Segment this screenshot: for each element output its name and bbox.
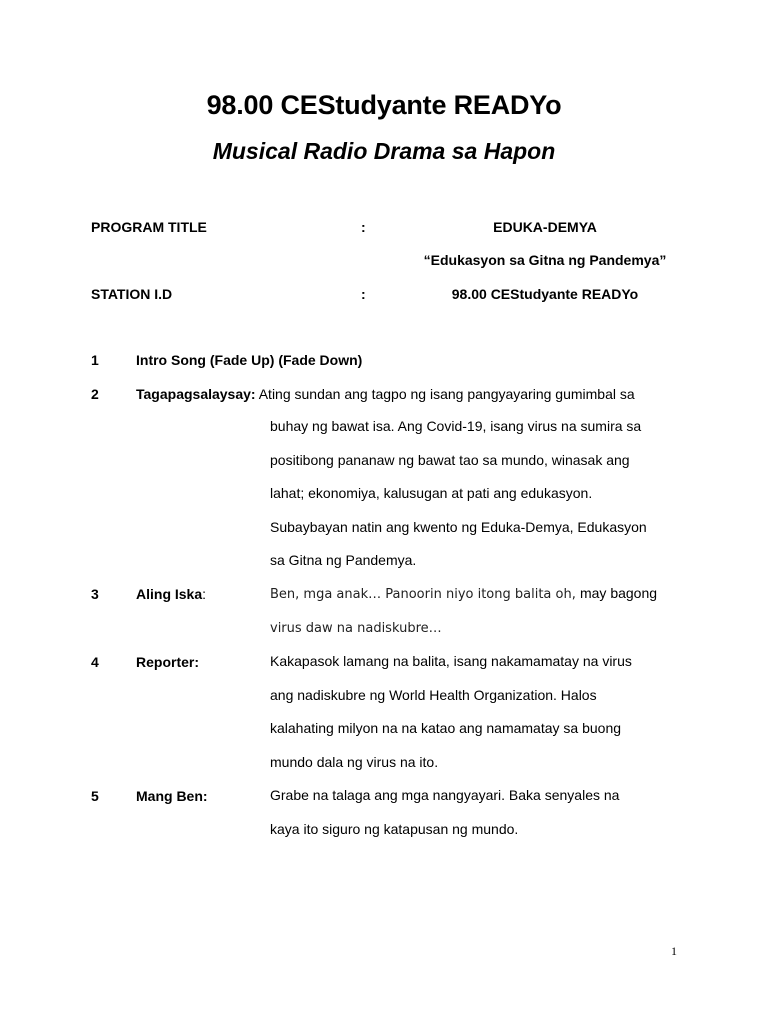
program-title-subvalue: “Edukasyon sa Gitna ng Pandemya” — [423, 252, 667, 268]
page-number: 1 — [671, 944, 677, 958]
line-number-5: 5 — [91, 788, 99, 804]
line-number-4: 4 — [91, 654, 99, 670]
reporter-dialogue — [270, 645, 690, 779]
speaker-reporter: Reporter: — [136, 654, 200, 670]
station-id-value: 98.00 CEStudyante READYo — [451, 286, 639, 302]
reporter-line-4: mundo dala ng virus na ito. — [270, 753, 439, 770]
mang-ben-line-2: kaya ito siguro ng katapusan ng mundo. — [270, 820, 519, 837]
aling-iska-line-1 — [270, 577, 690, 612]
speaker-aling-iska-colon: : — [202, 586, 207, 602]
speaker-aling-iska — [136, 586, 206, 602]
mang-ben-dialogue — [270, 779, 690, 846]
program-title-value: EDUKA-DEMYA — [493, 219, 597, 235]
station-id-colon: : — [361, 286, 366, 302]
mang-ben-line-1: Grabe na talaga ang mga nangyayari. Baka senyales na — [270, 787, 620, 803]
narrator-line-6: sa Gitna ng Pandemya. — [270, 552, 417, 568]
program-title-colon: : — [361, 219, 366, 235]
aling-iska-line-1b: may bagong — [579, 585, 658, 601]
narrator-line-3: positibong pananaw ng bawat tao sa mundo, winasak ang — [270, 451, 630, 468]
program-title-label: PROGRAM TITLE — [91, 219, 207, 235]
reporter-line-1: Kakapasok lamang na balita, isang nakamamatay na virus — [270, 653, 632, 669]
speaker-aling-iska-name: Aling Iska — [136, 586, 203, 602]
narrator-line-5: Subaybayan natin ang kwento ng Eduka-Demya, Edukasyon — [270, 518, 647, 535]
aling-iska-dialogue — [270, 577, 690, 645]
narrator-dialogue — [270, 410, 690, 578]
document-subtitle: Musical Radio Drama sa Hapon — [212, 138, 556, 164]
aling-iska-line-1a: Ben, mga anak… Panoorin niyo itong balita oh, — [270, 587, 580, 602]
line-number-3: 3 — [91, 586, 99, 602]
narrator-line-4: lahat; ekonomiya, kalusugan at pati ang edukasyon. — [270, 485, 593, 501]
aling-iska-line-2: virus daw na nadiskubre… — [270, 620, 442, 636]
narrator-first-line — [136, 386, 635, 402]
narrator-line-1: Ating sundan ang tagpo ng isang pangyayaring gumimbal sa — [258, 386, 635, 402]
intro-song-cue: Intro Song (Fade Up) (Fade Down) — [136, 352, 363, 368]
reporter-line-3: kalahating milyon na na katao ang namamatay sa buong — [270, 720, 622, 736]
document-title: 98.00 CEStudyante READYo — [206, 90, 562, 120]
speaker-mang-ben: Mang Ben: — [136, 788, 208, 804]
station-id-label: STATION I.D — [91, 286, 173, 302]
speaker-narrator: Tagapagsalaysay: — [136, 386, 256, 402]
line-number-1: 1 — [91, 352, 99, 368]
narrator-line-2: buhay ng bawat isa. Ang Covid-19, isang virus na sumira sa — [270, 418, 642, 434]
reporter-line-2: ang nadiskubre ng World Health Organization. Halos — [270, 686, 597, 703]
line-number-2: 2 — [91, 386, 99, 402]
